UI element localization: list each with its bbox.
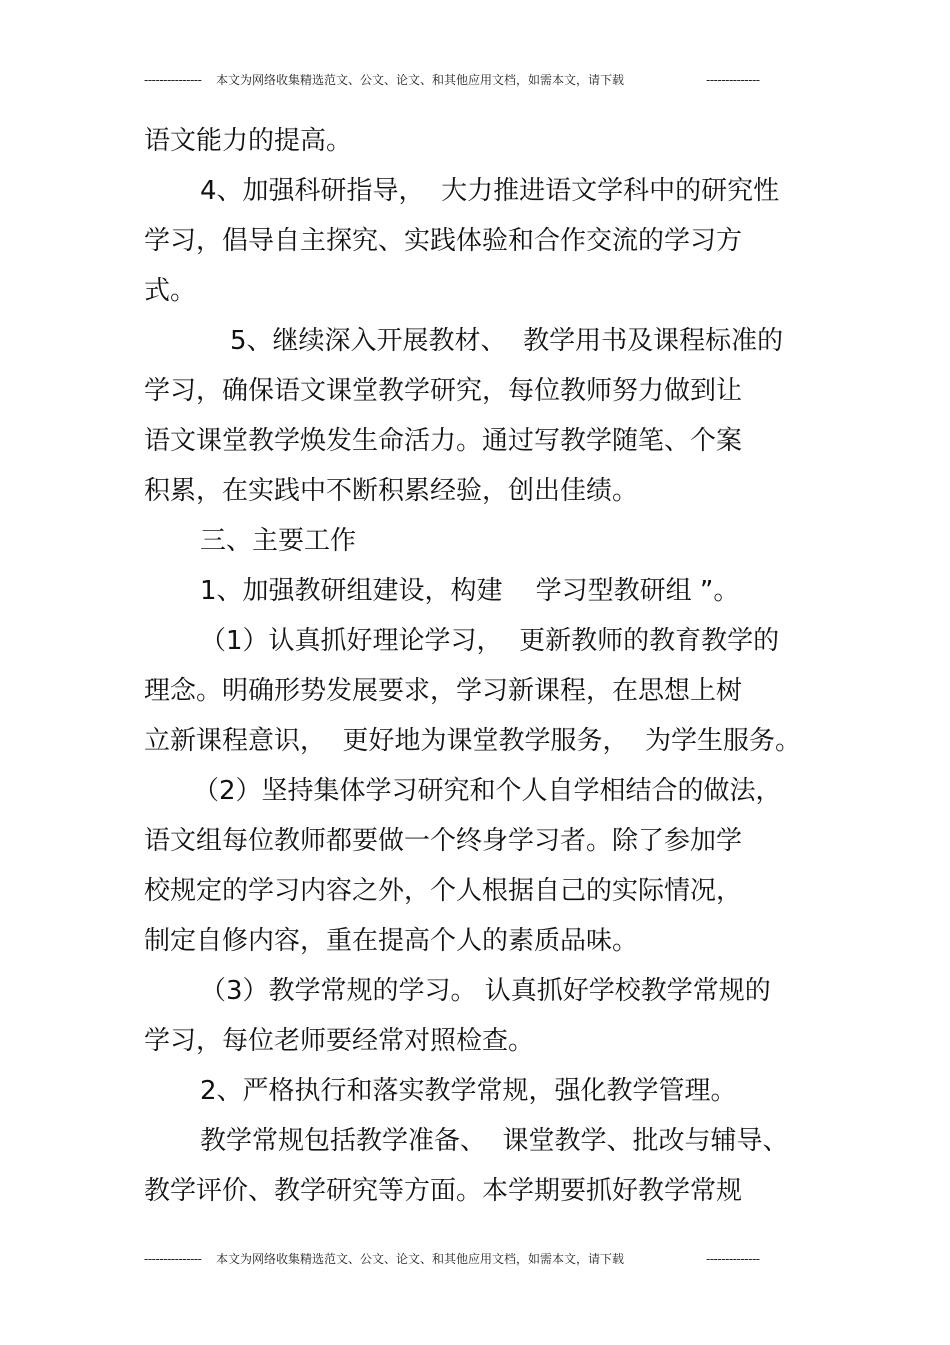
text-line: 校规定的学习内容之外，个人根据自己的实际情况， — [144, 876, 743, 906]
text-line: 4、加强科研指导， 大力推进语文学科中的研究性 — [200, 176, 780, 206]
header-text: 本文为网络收集精选范文、公文、论文、和其他应用文档，如需本文，请下载 — [216, 73, 625, 87]
text-line: 学习，倡导自主探究、实践体验和合作交流的学习方 — [144, 226, 743, 256]
header-banner — [144, 70, 774, 90]
text-line: 制定自修内容，重在提高个人的素质品味。 — [144, 926, 639, 956]
text-line: 2、严格执行和落实教学常规，强化教学管理。 — [200, 1076, 737, 1106]
text-line: 语文能力的提高。 — [144, 126, 353, 156]
footer-text: 本文为网络收集精选范文、公文、论文、和其他应用文档，如需本文，请下载 — [216, 1252, 625, 1266]
text-line: 教学评价、教学研究等方面。本学期要抓好教学常规 — [144, 1176, 743, 1206]
text-line: 教学常规包括教学准备、 课堂教学、批改与辅导、 — [200, 1126, 789, 1156]
text-line: 式。 — [144, 276, 197, 306]
text-line: （3）教学常规的学习。 认真抓好学校教学常规的 — [200, 976, 771, 1006]
footer-dash-left: --------------- — [144, 1252, 202, 1266]
text-line: 学习，确保语文课堂教学研究，每位教师努力做到让 — [144, 376, 743, 406]
footer-banner — [144, 1249, 774, 1269]
text-line: 理念。明确形势发展要求，学习新课程，在思想上树 — [144, 676, 743, 706]
header-dash-right: -------------- — [706, 73, 760, 87]
text-line: （1）认真抓好理论学习， 更新教师的教育教学的 — [200, 626, 780, 656]
text-line: （2）坚持集体学习研究和个人自学相结合的做法， — [193, 776, 782, 806]
footer-dash-right: -------------- — [706, 1252, 760, 1266]
text-line: 5、继续深入开展教材、 教学用书及课程标准的 — [230, 326, 784, 356]
text-line: 学习，每位老师要经常对照检查。 — [144, 1026, 535, 1056]
text-line: 语文组每位教师都要做一个终身学习者。除了参加学 — [144, 826, 743, 856]
text-line: 语文课堂教学焕发生命活力。通过写教学随笔、个案 — [144, 426, 743, 456]
text-line: 立新课程意识， 更好地为课堂教学服务， 为学生服务。 — [144, 726, 802, 756]
text-line: 1、加强教研组建设，构建 学习型教研组 ”。 — [200, 576, 740, 606]
text-line: 积累，在实践中不断积累经验，创出佳绩。 — [144, 476, 639, 506]
header-dash-left: --------------- — [144, 73, 202, 87]
section-heading: 三、主要工作 — [200, 526, 357, 556]
